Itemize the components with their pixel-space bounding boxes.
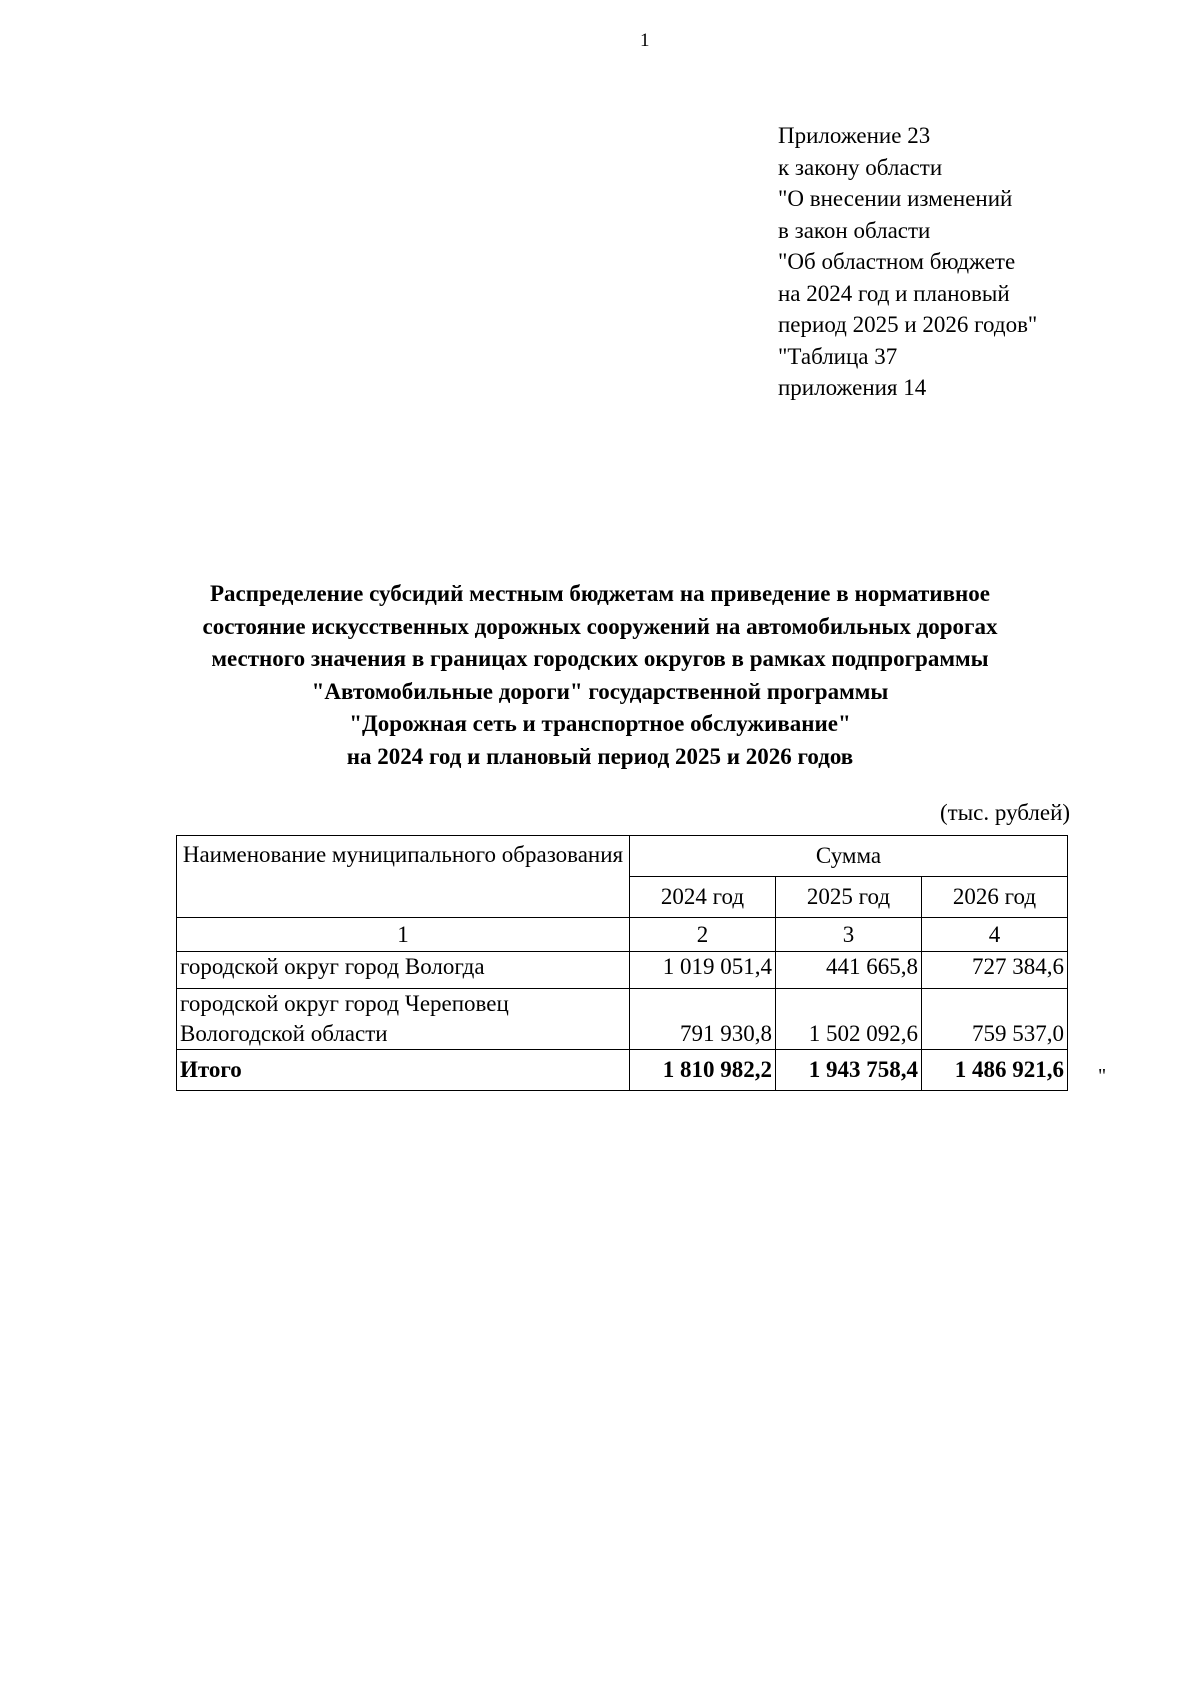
value-2026: 727 384,6	[922, 952, 1068, 989]
value-2024: 791 930,8	[630, 989, 776, 1050]
column-number: 1	[177, 918, 630, 952]
table-row	[177, 952, 1068, 989]
appendix-reference	[778, 120, 1037, 404]
column-number: 3	[776, 918, 922, 952]
municipality-name	[177, 989, 630, 1050]
title-line: "Автомобильные дороги" государственной программы	[311, 678, 889, 704]
appendix-line: к закону области	[778, 154, 943, 180]
document-title	[150, 578, 1050, 773]
units-label: (тыс. рублей)	[940, 800, 1071, 825]
header-year-2024: 2024 год	[630, 877, 776, 918]
municipality-name-line: городской округ город Череповец	[180, 991, 509, 1016]
municipality-name: городской округ город Вологда	[177, 952, 630, 989]
title-line: на 2024 год и плановый период 2025 и 2026 годов	[346, 743, 854, 769]
appendix-line: "О внесении изменений	[778, 186, 1013, 211]
appendix-line: "Таблица 37	[778, 343, 898, 369]
header-year-2025: 2025 год	[776, 877, 922, 918]
header-year-2026: 2026 год	[922, 877, 1068, 918]
table-row	[177, 989, 1068, 1050]
value-2025: 441 665,8	[776, 952, 922, 989]
title-line: местного значения в границах городских округов в рамках подпрограммы	[211, 646, 989, 671]
municipality-name-line: Вологодской области	[180, 1021, 388, 1046]
total-2024: 1 810 982,2	[630, 1050, 776, 1091]
appendix-line: на 2024 год и плановый	[778, 280, 1010, 306]
column-number-row	[177, 918, 1068, 952]
total-label: Итого	[177, 1050, 630, 1091]
header-municipality: Наименование муниципального образования	[177, 836, 630, 918]
value-2026: 759 537,0	[922, 989, 1068, 1050]
subsidy-table	[176, 835, 1068, 1091]
closing-quote: "	[1098, 1065, 1107, 1087]
column-number: 2	[630, 918, 776, 952]
total-row	[177, 1050, 1068, 1091]
page-number: 1	[640, 30, 650, 51]
title-line: "Дорожная сеть и транспортное обслуживание"	[349, 711, 851, 736]
value-2025: 1 502 092,6	[776, 989, 922, 1050]
total-2026: 1 486 921,6	[922, 1050, 1068, 1091]
total-2025: 1 943 758,4	[776, 1050, 922, 1091]
title-line: Распределение субсидий местным бюджетам на приведение в нормативное	[210, 581, 990, 606]
appendix-line: приложения 14	[778, 375, 927, 400]
appendix-line: Приложение 23	[778, 123, 931, 148]
appendix-line: период 2025 и 2026 годов"	[778, 312, 1038, 337]
value-2024: 1 019 051,4	[630, 952, 776, 989]
header-sum: Сумма	[630, 836, 1068, 877]
column-number: 4	[922, 918, 1068, 952]
appendix-line: "Об областном бюджете	[778, 249, 1016, 274]
title-line: состояние искусственных дорожных сооружений на автомобильных дорогах	[202, 613, 998, 639]
table-header-row	[177, 836, 1068, 877]
appendix-line: в закон области	[778, 217, 931, 243]
